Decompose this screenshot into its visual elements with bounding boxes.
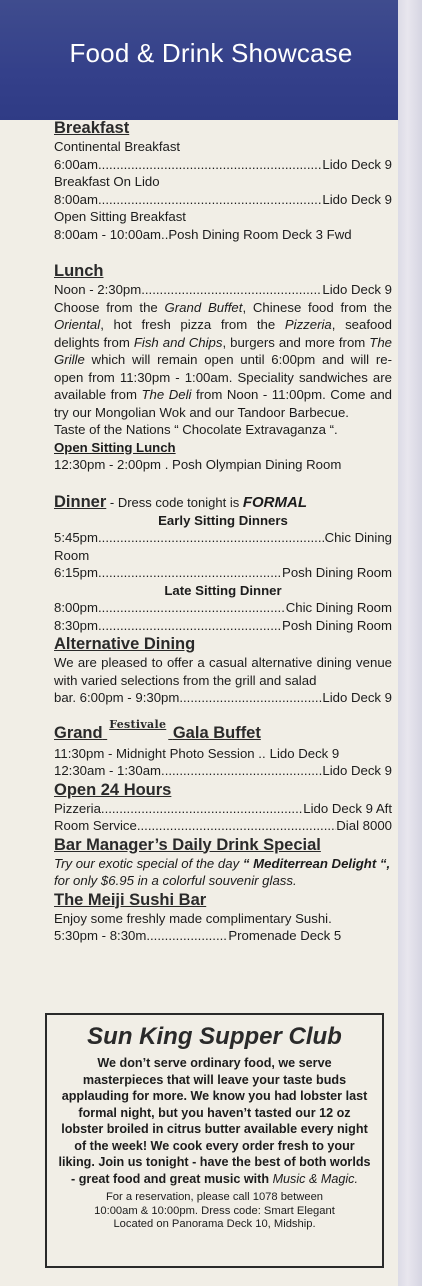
open24-row — [54, 817, 392, 835]
reservation-line: For a reservation, please call 1078 between — [105, 1191, 324, 1203]
open24-place: Dial 8000 — [336, 818, 392, 833]
bar-special-heading: Bar Manager’s Daily Drink Special — [54, 835, 321, 854]
dot-leader — [98, 529, 325, 547]
lunch-desc-text: , burgers and more from — [222, 334, 370, 350]
music-magic: Music & Magic. — [272, 1171, 358, 1186]
schedule-content — [54, 118, 392, 945]
dot-leader — [98, 156, 322, 174]
sushi-text: Enjoy some freshly made complimentary Sushi. — [54, 910, 332, 926]
dinner-place: Chic Dining Room — [285, 600, 392, 615]
gala-place: Lido Deck 9 — [269, 745, 340, 761]
gala-word-grand: Grand — [54, 723, 103, 742]
dinner-row — [54, 617, 392, 635]
lunch-desc-text: from Noon - 11:00pm. Come and try our Mongolian Wok and our Tandoor Barbecue. — [54, 387, 393, 420]
sushi-time: 5:30pm - 8:30m — [54, 928, 147, 943]
bar-special-text — [54, 855, 392, 890]
lunch-place: Lido Deck 9 — [322, 282, 392, 297]
dinner-row — [54, 564, 392, 582]
dot-leader — [161, 762, 322, 780]
breakfast-place: Lido Deck 9 — [322, 156, 392, 172]
breakfast-place: Lido Deck 9 — [322, 191, 392, 207]
breakfast-item-row — [54, 226, 392, 244]
dot-leader — [98, 191, 322, 209]
venue-name: Oriental — [54, 317, 101, 332]
dot-leader — [98, 564, 282, 582]
dinner-row — [54, 529, 392, 547]
dot-leader — [98, 617, 282, 635]
sushi-bar-heading: The Meiji Sushi Bar — [54, 890, 207, 909]
lunch-row — [54, 281, 392, 299]
supper-club-box — [45, 1013, 384, 1268]
dot-leader — [101, 800, 303, 818]
dinner-place-continued: Room — [54, 547, 90, 563]
sushi-place: Promenade Deck 5 — [228, 928, 342, 943]
dinner-place: Posh Dining Room — [282, 565, 392, 580]
bar-special-price: for only $6.95 in a colorful souvenir glass. — [54, 873, 297, 888]
open24-name: Pizzeria — [54, 800, 101, 816]
open24-place: Lido Deck 9 Aft — [303, 800, 392, 816]
page-edge-tab — [398, 0, 422, 1286]
dinner-time: 8:30pm — [54, 617, 98, 633]
venue-name: Grand Buffet — [164, 299, 243, 315]
dress-code: FORMAL — [242, 493, 307, 511]
open-24-hours-heading: Open 24 Hours — [54, 780, 172, 799]
dinner-place: Posh Dining Room — [282, 617, 392, 633]
lunch-desc-text: which will remain open until 6:00pm and will re-open from 11:30pm - 1:00am. Speciality sandwiches are available from — [54, 352, 392, 402]
supper-club-text: We don’t serve ordinary food, we serve masterpieces that will leave your taste buds applauding for more. We know you had lobster last formal night, but you haven’t tasted our 12 oz lobster broiled in citrus butter available every night of the week! We cook every order fresh to your liking. Join us tonight - have the best of both worlds - great food and great music with — [58, 1056, 371, 1186]
open-sitting-lunch-heading: Open Sitting Lunch — [54, 439, 176, 455]
bar-special-intro: Try our exotic special of the day — [54, 855, 243, 871]
supper-club-footer — [57, 1191, 372, 1232]
dinner-time: 8:00pm — [54, 600, 98, 615]
venue-name: The Deli — [141, 387, 192, 402]
lunch-time: Noon - 2:30pm — [54, 282, 142, 297]
sushi-row — [54, 927, 392, 945]
lunch-desc-text: , seafood delights from — [54, 317, 393, 350]
dinner-heading: Dinner — [54, 492, 107, 511]
breakfast-time: 8:00am — [54, 191, 98, 207]
breakfast-heading: Breakfast — [54, 119, 130, 137]
dot-leader — [98, 599, 286, 617]
dress-code-prefix: - Dress code tonight is — [106, 494, 243, 510]
alternative-dining-text: We are pleased to offer a casual alternative dining venue with varied selections from the grill and salad — [54, 655, 392, 688]
dinner-time: 5:45pm — [54, 530, 98, 545]
gala-time: 12:30am - 1:30am — [54, 763, 162, 778]
dinner-heading-line — [54, 492, 392, 512]
gala-row — [54, 762, 392, 780]
taste-of-nations: Taste of the Nations “ Chocolate Extravaganza “. — [54, 422, 338, 437]
breakfast-time: 8:00am - 10:00am.. — [54, 226, 169, 242]
venue-name: The Grille — [54, 334, 392, 367]
dinner-row — [54, 599, 392, 617]
lunch-heading: Lunch — [54, 262, 104, 280]
open-sitting-lunch-line: 12:30pm - 2:00pm . Posh Olympian Dining Room — [54, 457, 342, 472]
festivale-logo: Festivale — [109, 717, 167, 731]
dress-code-line: 10:00am & 10:00pm. Dress code: Smart Elegant — [94, 1204, 335, 1217]
venue-name: Fish and Chips — [133, 334, 223, 350]
breakfast-item-name: Continental Breakfast — [54, 139, 181, 154]
page-title: Food & Drink Showcase — [69, 38, 353, 68]
drink-name: “ Mediterrean Delight “, — [242, 855, 391, 871]
venue-name: Pizzeria — [284, 317, 332, 332]
early-sitting-heading: Early Sitting Dinners — [158, 512, 288, 528]
dot-leader — [141, 281, 322, 299]
open24-name: Room Service — [54, 818, 137, 833]
dot-leader — [179, 689, 322, 707]
supper-club-title: Sun King Supper Club — [87, 1023, 342, 1050]
dot-leader — [137, 817, 336, 835]
alternative-dining-row — [54, 689, 392, 707]
alternative-dining-heading: Alternative Dining — [54, 635, 196, 653]
open24-row — [54, 800, 392, 818]
dinner-place: Chic Dining — [324, 530, 392, 545]
gala-time: 11:30pm - Midnight Photo Session .. — [54, 745, 266, 761]
gala-word-buffet: Gala Buffet — [172, 723, 261, 742]
location-line: Located on Panorama Deck 10, Midship. — [113, 1218, 316, 1230]
breakfast-place: Posh Dining Room Deck 3 Fwd — [168, 226, 352, 242]
gala-place: Lido Deck 9 — [322, 763, 392, 778]
dinner-time: 6:15pm — [54, 565, 98, 580]
breakfast-item-row — [54, 156, 392, 174]
lunch-desc-text: , hot fresh pizza from the — [100, 317, 285, 332]
supper-club-body — [57, 1055, 372, 1187]
breakfast-item-name: Open Sitting Breakfast — [54, 209, 186, 224]
gala-row — [54, 745, 392, 763]
breakfast-item-row — [54, 191, 392, 209]
alternative-dining-time: bar. 6:00pm - 9:30pm — [54, 690, 180, 705]
lunch-description — [54, 299, 392, 422]
lunch-desc-text: Choose from the — [54, 299, 165, 315]
lunch-desc-text: , Chinese food from the — [242, 299, 393, 315]
late-sitting-heading: Late Sitting Dinner — [164, 582, 282, 598]
alternative-dining-place: Lido Deck 9 — [322, 690, 392, 705]
dot-leader — [146, 927, 228, 945]
breakfast-time: 6:00am — [54, 156, 98, 172]
breakfast-item-name: Breakfast On Lido — [54, 174, 160, 189]
header-banner — [0, 0, 422, 120]
gala-buffet-heading — [54, 717, 392, 745]
